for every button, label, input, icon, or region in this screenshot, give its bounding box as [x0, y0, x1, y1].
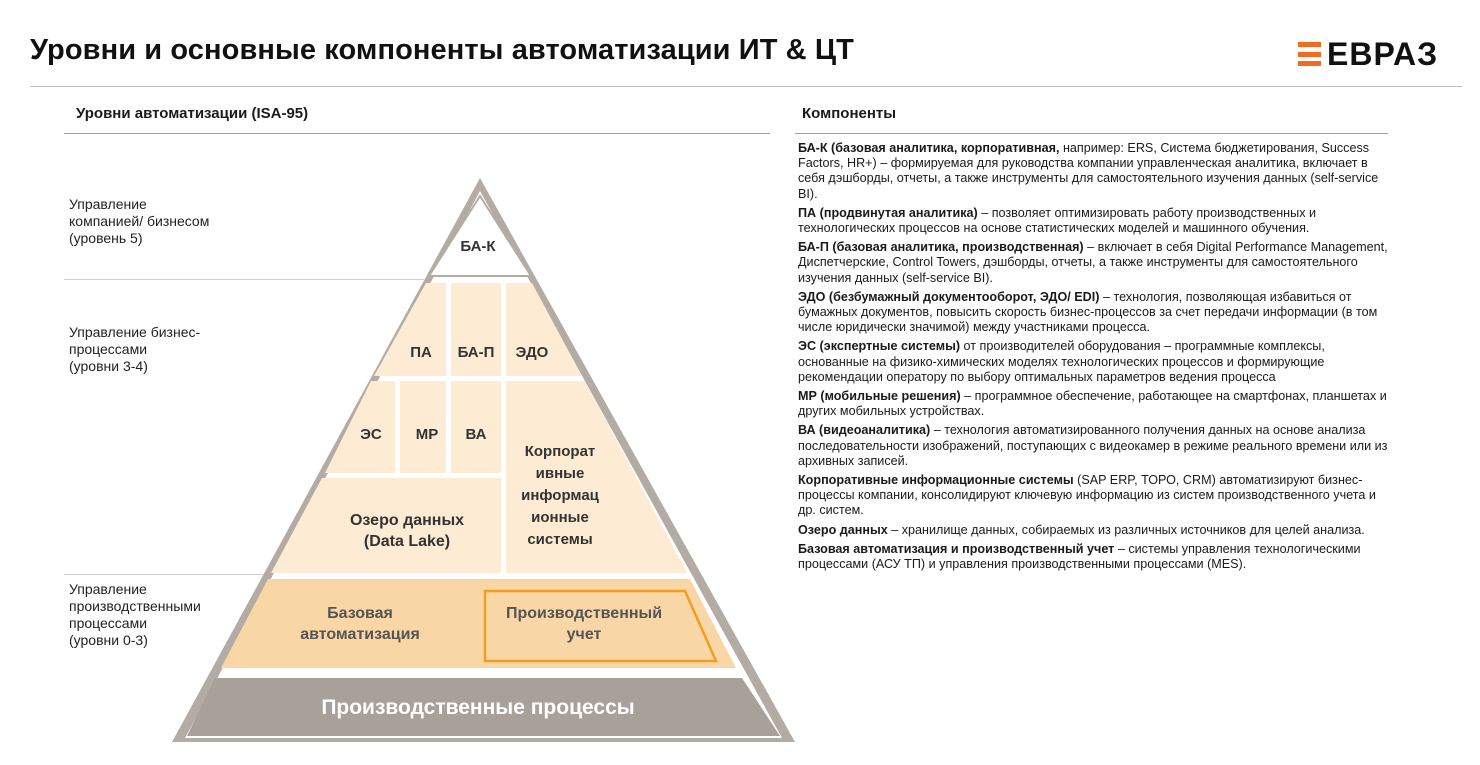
- component-term: МР (мобильные решения): [798, 389, 961, 404]
- left-section-heading: Уровни автоматизации (ISA-95): [76, 105, 309, 122]
- level-title-line: процессами: [69, 341, 148, 357]
- component-desc: – программное обеспечение, работающее на смартфонах, планшетах и других мобильных устройствах.: [798, 389, 1387, 419]
- segment-bk: [429, 196, 531, 276]
- level-subtitle: (уровни 0-3): [69, 632, 148, 648]
- component-term: ЭДО (безбумажный документооборот, ЭДО/ EDI): [798, 289, 1100, 304]
- component-desc: (SAP ERP, ТОРО, CRM) автоматизируют бизнес-процессы компании, консолидируют ключевую информацию из систем производственного учета и др. систем.: [798, 473, 1376, 518]
- segment-base-automation: [221, 579, 736, 668]
- component-desc: от производителей оборудования – программные комплексы, основанные на физико-химических моделях технологических процессов и формирующие рекомендации оператору по выбору оптимальных параметров ведения процесса: [798, 339, 1325, 384]
- label-edo: ЭДО: [515, 344, 549, 361]
- component-desc: – технология, позволяющая избавиться от бумажных документов, повысить скорость бизнес-процессов за счет передачи информации (в том числе юридически значимой) между участниками процесса.: [798, 289, 1378, 335]
- right-section-divider: [795, 133, 1388, 134]
- label-va: ВА: [465, 426, 487, 443]
- components-list: [798, 141, 1390, 576]
- component-item: [798, 542, 1390, 572]
- level-title-line: Управление: [69, 581, 147, 597]
- label-kis-line: ионные: [531, 509, 589, 526]
- level-subtitle: (уровни 3-4): [69, 358, 148, 374]
- component-desc: – системы управления технологическими процессами (АСУ ТП) и управления производственными процессами (MES).: [798, 541, 1361, 572]
- segment-pa: [374, 283, 446, 376]
- component-term: БА-П (базовая аналитика, производственная): [798, 240, 1084, 255]
- logo-bars-icon: [1298, 42, 1321, 66]
- component-item: [798, 389, 1390, 419]
- component-item: [798, 523, 1390, 538]
- label-ba-line: автоматизация: [300, 626, 420, 643]
- component-item: [798, 141, 1390, 202]
- segment-bap: [451, 283, 501, 376]
- component-term: ПА (продвинутая аналитика): [798, 205, 978, 220]
- label-pu-line: Производственный: [505, 605, 663, 622]
- component-term: ЭС (экспертные системы): [798, 339, 961, 354]
- component-desc: – включает в себя Digital Performance Management, Диспетчерские, Control Towers, дэшборды, отчеты, а также инструменты для самостоятельного изучения данных (self-service BI).: [798, 240, 1388, 285]
- component-term: БА-К (базовая аналитика, корпоративная,: [798, 141, 1060, 155]
- component-term: Озеро данных: [798, 522, 888, 537]
- component-item: [798, 473, 1390, 519]
- component-term: Базовая автоматизация и производственный учет: [798, 541, 1115, 556]
- component-desc: – технология автоматизированного получения данных на основе анализа последовательности изображений, поступающих с видеокамер в режиме реального времени или из архивных записей.: [798, 423, 1388, 468]
- component-desc: – хранилище данных, собираемых из различных источников для целей анализа.: [887, 522, 1365, 537]
- label-ba-line: Базовая: [327, 605, 393, 622]
- label-pa: ПА: [410, 344, 432, 361]
- level-title-line: Управление бизнес-: [69, 324, 201, 340]
- label-lake-line: (Data Lake): [363, 533, 451, 550]
- label-bap: БА-П: [457, 344, 495, 361]
- label-kis-line: системы: [527, 531, 593, 548]
- component-item: [798, 240, 1390, 286]
- level-title-line: компанией/ бизнесом: [69, 213, 210, 229]
- right-section-heading: Компоненты: [802, 105, 897, 122]
- level-title-line: Управление: [69, 196, 147, 212]
- level-title-line: процессами: [69, 615, 148, 631]
- label-base: Производственные процессы: [321, 696, 635, 719]
- component-item: [798, 206, 1390, 236]
- level-subtitle: (уровень 5): [69, 230, 143, 246]
- label-kis-line: информац: [521, 487, 599, 504]
- level-title-line: производственными: [69, 598, 201, 614]
- component-desc: например: ERS, Система бюджетирования, Success Factors, HR+) – формируемая для руководства компании управленческая аналитика, включает в себя дэшборды, отчеты, а также инструменты для самостоятельного изучения данных (self-service BI).: [798, 141, 1379, 201]
- component-term: Корпоративные информационные системы: [798, 473, 1074, 488]
- component-item: [798, 290, 1390, 336]
- label-bk: БА-К: [460, 238, 496, 255]
- component-term: ВА (видеоаналитика): [798, 423, 931, 438]
- label-lake-line: Озеро данных: [349, 512, 465, 529]
- label-es: ЭС: [360, 426, 382, 443]
- component-item: [798, 423, 1390, 469]
- label-kis-line: Корпорат: [524, 443, 596, 460]
- label-mr: МР: [415, 426, 439, 443]
- page-title: Уровни и основные компоненты автоматизации ИТ & ЦТ: [30, 34, 854, 66]
- label-pu-line: учет: [566, 626, 602, 643]
- component-desc: – позволяет оптимизировать работу производственных и технологических процессов на основе статистических моделей и машинного обучения.: [798, 205, 1317, 236]
- company-logo: [1298, 38, 1438, 70]
- component-item: [798, 339, 1390, 385]
- label-kis-line: ивные: [535, 465, 585, 482]
- logo-text: ЕВРАЗ: [1327, 36, 1439, 72]
